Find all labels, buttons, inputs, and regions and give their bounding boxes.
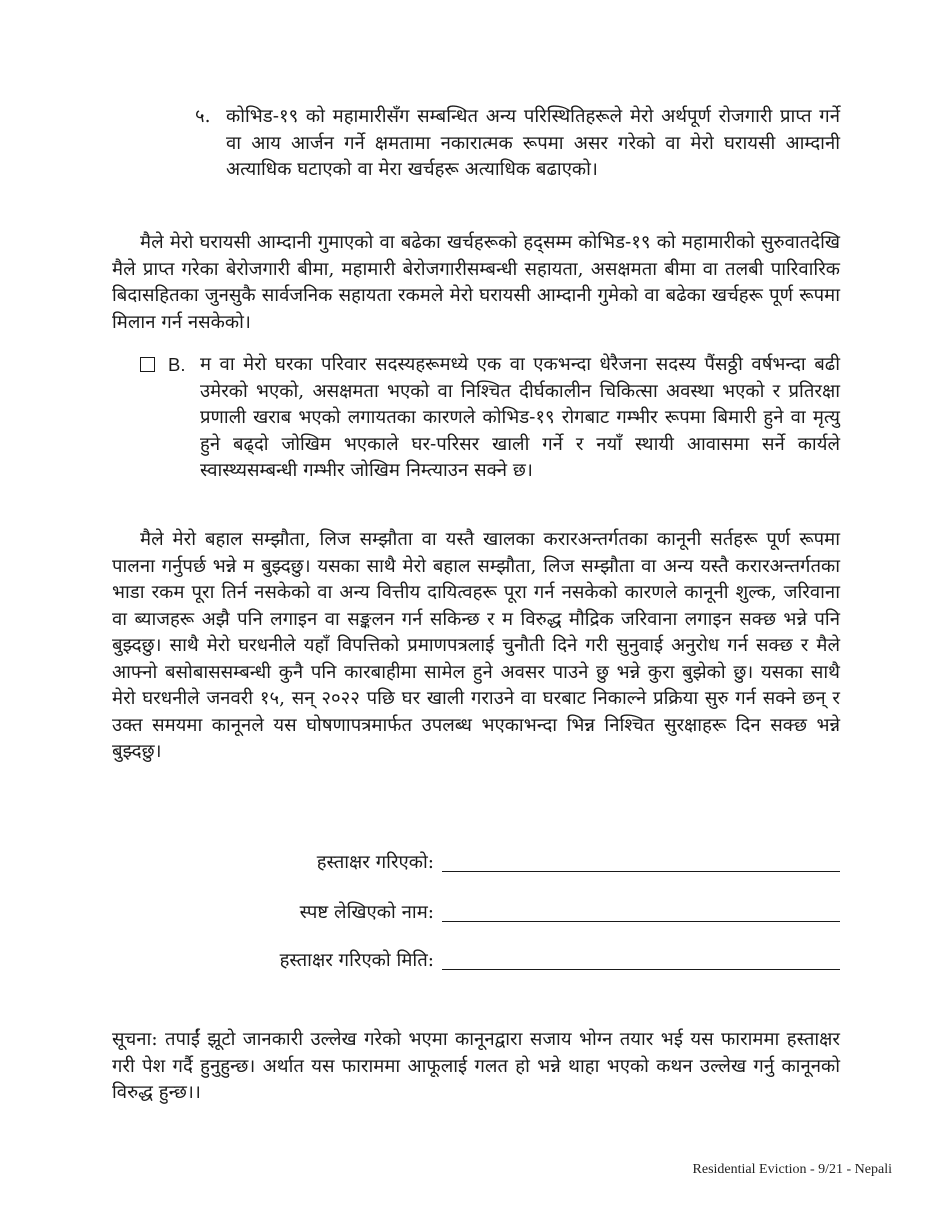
- signature-row: [150, 846, 840, 874]
- printed-name-row: [150, 896, 840, 924]
- signature-line[interactable]: [442, 871, 840, 872]
- option-b-letter: B.: [168, 354, 186, 375]
- income-loss-paragraph: मैले मेरो घरायसी आम्दानी गुमाएको वा बढेका खर्चहरूको हद्सम्म कोभिड-१९ को महामारीको सुरुवातदेखि मैले प्राप्त गरेका बेरोजगारी बीमा, महामारी बेरोजगारीसम्बन्धी सहायता, असक्षमता बीमा वा तलबी पारिवारिक बिदासहितका जुनसुकै सार्वजनिक सहायता रकमले मेरो घरायसी आम्दानी गुमेको वा बढेका खर्चहरू पूर्ण रूपमा मिलान गर्न नसकेको।: [112, 232, 840, 333]
- item-5-number: ५.: [195, 106, 211, 127]
- perjury-notice: सूचना: तपाईं झूटो जानकारी उल्लेख गरेको भएमा कानूनद्वारा सजाय भोग्न तयार भई यस फाराममा हस्ताक्षर गरी पेश गर्दै हुनुहुन्छ। अर्थात यस फाराममा आफूलाई गलत हो भन्ने थाहा भएको कथन उल्लेख गर्नु कानूनको विरुद्ध हुन्छ।।: [112, 1029, 840, 1103]
- declaration-option-b[interactable]: [140, 352, 840, 485]
- signed-date-row: [150, 944, 840, 972]
- declaration-item-5: [195, 104, 840, 184]
- signed-label: हस्ताक्षर गरिएको:: [316, 852, 434, 873]
- signed-date-line[interactable]: [442, 969, 840, 970]
- page-footer: Residential Eviction - 9/21 - Nepali: [692, 1162, 892, 1177]
- printed-name-label: स्पष्ट लेखिएको नाम:: [299, 902, 434, 923]
- lease-obligations-paragraph: मैले मेरो बहाल सम्झौता, लिज सम्झौता वा यस्तै खालका करारअन्तर्गतका कानूनी सर्तहरू पूर्ण रूपमा पालना गर्नुपर्छ भन्ने म बुझ्दछु। यसका साथै मेरो बहाल सम्झौता, लिज सम्झौता वा अन्य यस्तै करारअन्तर्गतका भाडा रकम पूरा तिर्न नसकेको वा अन्य वित्तीय दायित्वहरू पूरा गर्न नसकेको कारणले कानूनी शुल्क, जरिवाना वा ब्याजहरू अझै पनि लगाइन वा सङ्कलन गर्न सकिन्छ र म विरुद्ध मौद्रिक जरिवाना लगाइन सक्छ भन्ने पनि बुझ्दछु। साथै मेरो घरधनीले यहाँ विपत्तिको प्रमाणपत्रलाई चुनौती दिने गरी सुनुवाई अनुरोध गर्न सक्छ र मैले आफ्नो बसोबाससम्बन्धी कुनै पनि कारबाहीमा सामेल हुने अवसर पाउने छु भन्ने कुरा बुझेको छु। यसका साथै मेरो घरधनीले जनवरी १५, सन् २०२२ पछि घर खाली गराउने वा घरबाट निकाल्ने प्रक्रिया सुरु गर्न सक्ने छन् र उक्त समयमा कानूनले यस घोषणापत्रमार्फत उपलब्ध भएकाभन्दा भिन्न निश्चित सुरक्षाहरू दिन सक्छ भन्ने बुझ्दछु।: [112, 529, 840, 762]
- option-b-checkbox[interactable]: [140, 357, 155, 372]
- signed-date-label: हस्ताक्षर गरिएको मिति:: [279, 950, 434, 971]
- option-b-text: म वा मेरो घरका परिवार सदस्यहरूमध्ये एक वा एकभन्दा धेरैजना सदस्य पैंसठ्ठी वर्षभन्दा बढी उमेरको भएको, असक्षमता भएको वा निश्चित दीर्घकालीन चिकित्सा अवस्था भएको र प्रतिरक्षा प्रणाली खराब भएको लगायतका कारणले कोभिड-१९ रोगबाट गम्भीर रूपमा बिमारी हुने वा मृत्यु हुने बढ्दो जोखिम भएकाले घर-परिसर खाली गर्ने र नयाँ स्थायी आवासमा सर्ने कार्यले स्वास्थ्यसम्बन्धी गम्भीर जोखिम निम्त्याउन सक्ने छ।: [200, 354, 840, 481]
- printed-name-line[interactable]: [442, 921, 840, 922]
- item-5-text: कोभिड-१९ को महामारीसँग सम्बन्धित अन्य परिस्थितिहरूले मेरो अर्थपूर्ण रोजगारी प्राप्त गर्ने वा आय आर्जन गर्ने क्षमतामा नकारात्मक रूपमा असर गरेको वा मेरो घरायसी आम्दानी अत्याधिक घटाएको वा मेरा खर्चहरू अत्याधिक बढाएको।: [226, 106, 840, 180]
